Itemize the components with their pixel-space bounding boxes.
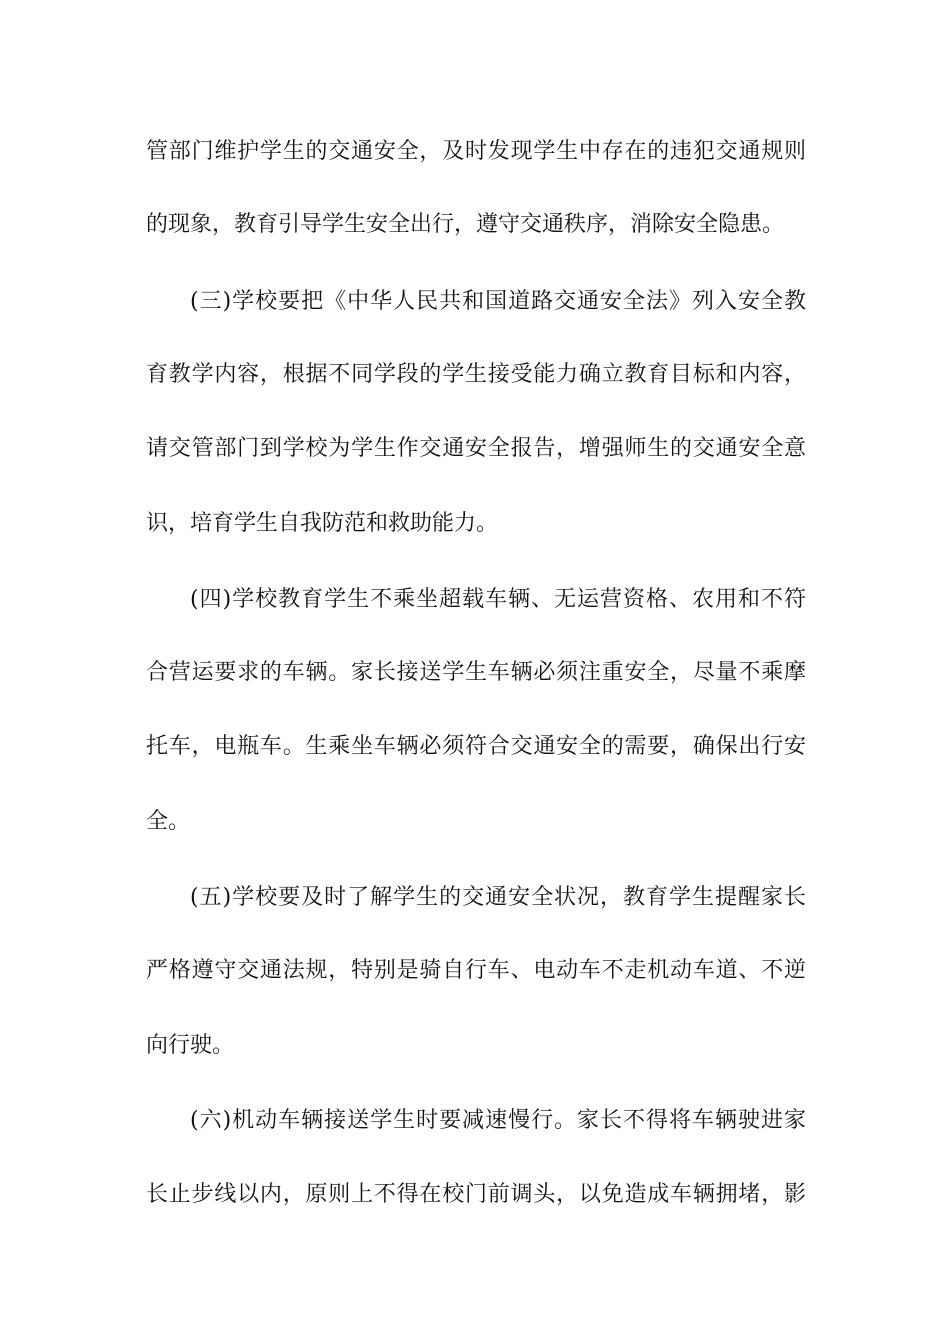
text-line: 的现象，教育引导学生安全出行，遵守交通秩序，消除安全隐患。 — [146, 212, 785, 237]
paragraph-start-line: (六)机动车辆接送学生时要减速慢行。家长不得将车辆驶进家 — [190, 1108, 806, 1133]
paragraph-start-line: (五)学校要及时了解学生的交通安全状况，教育学生提醒家长 — [190, 885, 806, 910]
text-line: 严格遵守交通法规，特别是骑自行车、电动车不走机动车道、不逆 — [146, 958, 806, 983]
paragraph-start-line: (四)学校教育学生不乘坐超载车辆、无运营资格、农用和不符 — [190, 587, 806, 612]
text-line: 托车，电瓶车。生乘坐车辆必须符合交通安全的需要，确保出行安 — [146, 734, 806, 759]
text-line: 管部门维护学生的交通安全，及时发现学生中存在的违犯交通规则 — [146, 139, 806, 164]
paragraph-start-line: (三)学校要把《中华人民共和国道路交通安全法》列入安全教 — [190, 289, 806, 314]
text-line: 识，培育学生自我防范和救助能力。 — [146, 511, 499, 536]
text-line: 向行驶。 — [146, 1033, 235, 1058]
text-line: 请交管部门到学校为学生作交通安全报告，增强师生的交通安全意 — [146, 436, 806, 461]
text-line: 育教学内容，根据不同学段的学生接受能力确立教育目标和内容， — [146, 362, 806, 387]
text-line: 全。 — [146, 809, 191, 834]
text-line: 合营运要求的车辆。家长接送学生车辆必须注重安全，尽量不乘摩 — [146, 660, 806, 685]
text-line: 长止步线以内，原则上不得在校门前调头，以免造成车辆拥堵，影 — [146, 1182, 806, 1207]
